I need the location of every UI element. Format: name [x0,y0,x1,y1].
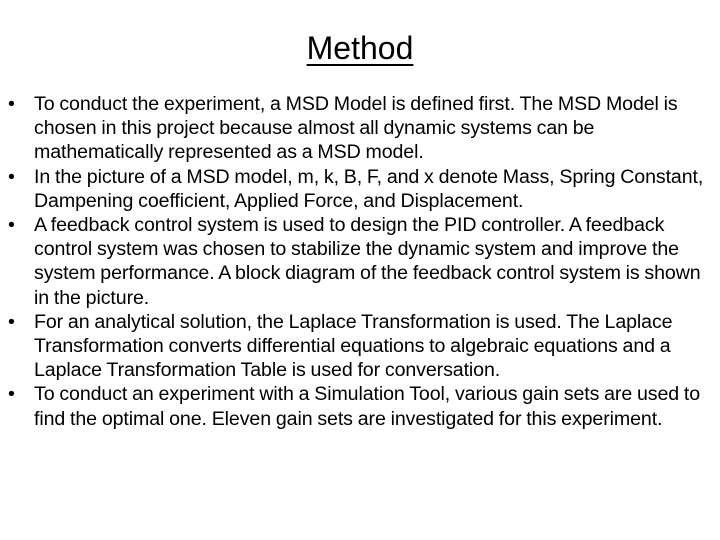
bullet-text: A feedback control system is used to design the PID controller. A feedback control system was chosen to stabilize the dynamic system and improve the system performance. A block diagram of the feedback control system is shown in the picture. [34,214,701,309]
bullet-list [0,92,720,431]
bullet-text: To conduct an experiment with a Simulation Tool, various gain sets are used to find the optimal one. Eleven gain sets are investigated for this experiment. [34,383,701,430]
bullet-dot-icon: • [8,214,15,237]
bullet-item [0,165,720,213]
bullet-item [0,310,720,383]
bullet-dot-icon: • [8,310,15,333]
slide-title-text: Method [306,30,414,66]
bullet-item [0,213,720,310]
bullet-item [0,382,720,430]
bullet-dot-icon: • [8,383,15,406]
bullet-dot-icon: • [8,165,15,188]
bullet-text: For an analytical solution, the Laplace Transformation is used. The Laplace Transformation converts differential equations to algebraic equations and a Laplace Transformation Table is used for conversation. [34,310,673,382]
bullet-item [0,92,720,165]
slide-title [0,26,720,70]
bullet-text: In the picture of a MSD model, m, k, B, F, and x denote Mass, Spring Constant, Dampening coefficient, Applied Force, and Displacement. [34,165,704,212]
bullet-text: To conduct the experiment, a MSD Model is defined first. The MSD Model is chosen in this project because almost all dynamic systems can be mathematically represented as a MSD model. [34,93,678,164]
bullet-dot-icon: • [8,93,15,115]
